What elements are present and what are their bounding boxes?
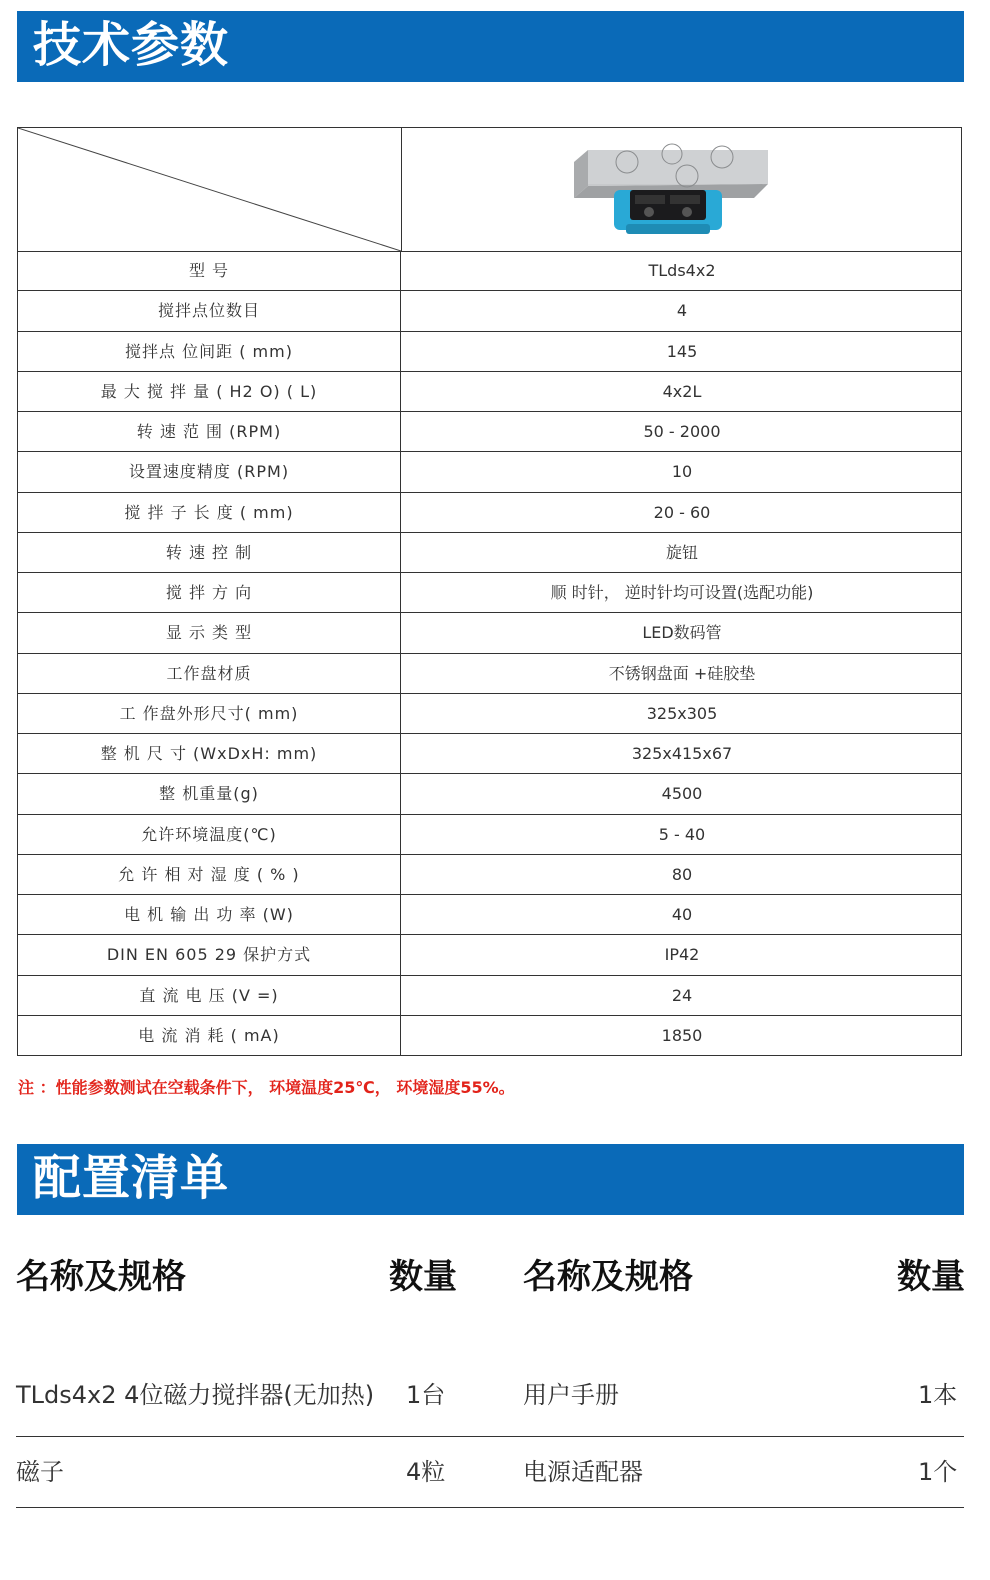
spec-value: 4 — [676, 301, 688, 321]
spec-label: 搅拌点位数目 — [18, 291, 401, 330]
spec-row — [18, 493, 961, 533]
spec-value: 20 - 60 — [653, 502, 711, 522]
section-title-config: 配置清单 — [33, 1150, 230, 1206]
spec-label: 显 示 类 型 — [18, 613, 401, 652]
config-item-name: 用户手册 — [523, 1381, 619, 1409]
spec-label: 工 作盘外形尺寸( mm) — [18, 694, 401, 733]
spec-value: 80 — [671, 864, 693, 884]
spec-row — [18, 935, 961, 975]
spec-value: 4x2L — [662, 381, 702, 401]
spec-table — [17, 127, 962, 1056]
spec-label: DIN EN 605 29 保护方式 — [18, 935, 401, 974]
spec-table-image-row — [18, 128, 961, 252]
test-condition-note: 注 ：性能参数测试在空载条件下， 环境温度25℃， 环境湿度55%。 — [18, 1078, 515, 1097]
config-item-qty: 1个 — [918, 1458, 958, 1486]
config-item-qty: 4粒 — [406, 1458, 446, 1486]
spec-row — [18, 694, 961, 734]
spec-value: 50 - 2000 — [643, 422, 721, 441]
spec-row — [18, 452, 961, 492]
spec-row — [18, 815, 961, 855]
spec-row — [18, 774, 961, 814]
spec-row — [18, 895, 961, 935]
spec-label: 直 流 电 压 (V =) — [18, 976, 401, 1015]
spec-label: 允许环境温度(℃) — [18, 815, 401, 854]
config-header-name-right: 名称及规格 — [523, 1257, 693, 1297]
spec-value: 4500 — [661, 784, 703, 804]
spec-value: 145 — [666, 341, 698, 361]
spec-row — [18, 976, 961, 1016]
spec-label: 整 机重量(g) — [18, 774, 401, 813]
spec-row — [18, 573, 961, 613]
spec-label: 型 号 — [18, 251, 401, 290]
spec-label: 转 速 控 制 — [18, 533, 401, 572]
spec-row — [18, 372, 961, 412]
product-image-cell — [402, 128, 962, 251]
config-item-qty: 1本 — [918, 1381, 958, 1409]
config-header-qty-left: 数量 — [389, 1257, 457, 1297]
spec-label: 转 速 范 围 (RPM) — [18, 412, 401, 451]
spec-rows — [18, 251, 961, 1056]
spec-value: IP42 — [664, 945, 700, 965]
config-header-name-left: 名称及规格 — [16, 1257, 186, 1297]
spec-value: 10 — [671, 462, 693, 482]
spec-row — [18, 613, 961, 653]
section-title-specs: 技术参数 — [33, 17, 230, 73]
spec-row — [18, 533, 961, 573]
spec-label: 设置速度精度 (RPM) — [18, 452, 401, 491]
config-header-qty-right: 数量 — [897, 1257, 965, 1297]
config-item-name: TLds4x2 4位磁力搅拌器(无加热) — [16, 1381, 375, 1409]
spec-value: 旋钮 — [665, 542, 698, 562]
diagonal-line — [18, 128, 401, 251]
config-divider — [16, 1436, 964, 1437]
spec-value: 1850 — [661, 1025, 703, 1045]
spec-label: 搅 拌 子 长 度 ( mm) — [18, 493, 401, 532]
spec-row — [18, 855, 961, 895]
spec-value: 顺 时针， 逆时针均可设置(选配功能) — [550, 583, 814, 602]
diagonal-header-cell — [18, 128, 402, 251]
spec-label: 电 机 输 出 功 率 (W) — [18, 895, 401, 934]
config-item-name: 磁子 — [16, 1458, 64, 1486]
spec-label: 电 流 消 耗 ( mA) — [18, 1016, 401, 1056]
config-divider — [16, 1507, 964, 1508]
spec-row — [18, 654, 961, 694]
section-banner-config — [17, 1144, 964, 1215]
spec-label: 允 许 相 对 湿 度 ( % ) — [18, 855, 401, 894]
section-banner-specs — [17, 11, 964, 82]
spec-label: 最 大 搅 拌 量 ( H2 O) ( L) — [18, 372, 401, 411]
spec-value: 5 - 40 — [658, 824, 706, 844]
spec-value: TLds4x2 — [648, 261, 716, 280]
magnetic-stirrer-image — [402, 128, 962, 251]
spec-row — [18, 291, 961, 331]
spec-value: 不锈钢盘面 +硅胶垫 — [608, 663, 756, 683]
spec-row — [18, 1016, 961, 1056]
spec-row — [18, 332, 961, 372]
spec-value: 325x415x67 — [631, 744, 733, 763]
spec-label: 搅 拌 方 向 — [18, 573, 401, 612]
spec-row — [18, 412, 961, 452]
spec-value: 24 — [671, 985, 693, 1005]
spec-label: 整 机 尺 寸 (WxDxH: mm) — [18, 734, 401, 773]
spec-label: 工作盘材质 — [18, 654, 401, 693]
spec-row — [18, 734, 961, 774]
config-item-name: 电源适配器 — [523, 1458, 643, 1486]
spec-value: 40 — [671, 905, 693, 924]
spec-row — [18, 251, 961, 291]
spec-label: 搅拌点 位间距 ( mm) — [18, 332, 401, 371]
spec-value: LED数码管 — [642, 623, 722, 643]
spec-value: 325x305 — [646, 703, 718, 723]
config-item-qty: 1台 — [406, 1381, 446, 1409]
